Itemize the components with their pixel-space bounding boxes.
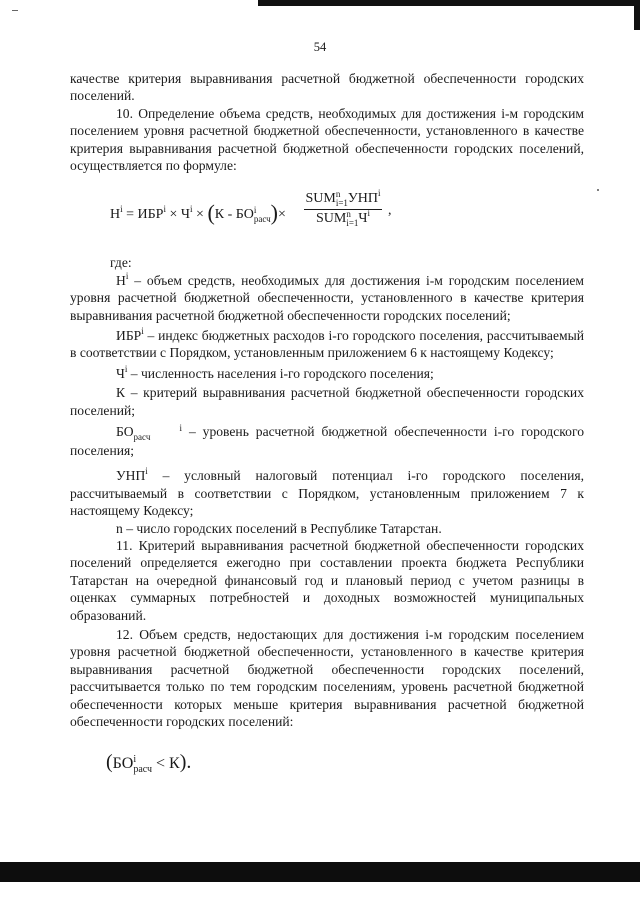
fraction-denominator	[304, 210, 382, 228]
def-bo-index	[134, 424, 183, 442]
formula-lhs	[110, 202, 286, 224]
sum-lower: i=1	[346, 218, 359, 229]
def-text: – уровень расчетной бюджетной обеспеченности i-го городского поселения;	[70, 424, 584, 458]
condition-formula	[70, 751, 584, 775]
document-body	[70, 70, 584, 775]
formula-sup: i	[145, 466, 148, 477]
sum-symbol: SUM	[315, 211, 347, 227]
formula-k-minus-bo: К - БО	[214, 207, 254, 223]
condition-sub: расч	[133, 763, 153, 775]
formula-ch: Ч	[180, 207, 191, 223]
formula-sup: i	[179, 422, 183, 433]
scan-border-right	[634, 0, 640, 30]
sum-lower: i=1	[335, 198, 348, 209]
formula-comma: ,	[388, 203, 392, 219]
def-text: – объем средств, необходимых для достижения i-м городским поселением уровня расчетной бюджетной обеспеченности, установленного в качестве критерия выравнивания расчетной бюджетной обеспеченности городских поселений;	[70, 272, 584, 323]
sum-limits	[346, 210, 358, 228]
sum-limits	[336, 190, 348, 208]
def-bo	[70, 423, 584, 459]
def-symbol: БО	[116, 424, 134, 440]
formula-sup: i	[163, 204, 166, 215]
def-text: – индекс бюджетных расходов i-го городского поселения, рассчитываемый в соответствии с Порядком, установленным приложением 6 к настоящему Кодексу;	[70, 328, 584, 361]
def-k: К – критерий выравнивания расчетной бюджетной обеспеченности городских поселений;	[70, 385, 584, 418]
formula-sup: i	[378, 188, 381, 199]
sum-upper: n	[346, 209, 351, 220]
where-label: где:	[110, 255, 132, 271]
formula-sup: i	[367, 208, 371, 219]
paragraph-11: 11. Критерий выравнивания расчетной бюджетной обеспеченности городских поселений определяется ежегодно при составлении проекта бюджета Республики Татарстан на очередной финансовый год и плановый период с учетом разницы в оценках суммарных потребностей и доходных возможностей муниципальных образований.	[70, 538, 584, 623]
formula-sup: i	[141, 326, 144, 337]
formula-sup: i	[124, 363, 128, 374]
formula-bo-index	[254, 206, 271, 224]
condition-bo: БО	[112, 755, 134, 773]
page-number: 54	[313, 40, 327, 54]
scan-speck	[597, 189, 599, 191]
condition-bo-index	[133, 755, 152, 775]
def-symbol: ИБР	[116, 328, 142, 344]
fraction-numerator	[304, 190, 382, 210]
condition-paren-close: ).	[179, 751, 192, 774]
formula-ibr: = ИБР	[126, 207, 164, 223]
formula-times: ×	[278, 207, 286, 223]
scan-border-top	[258, 0, 640, 6]
formula-sup: i	[253, 205, 257, 216]
def-n-count: n – число городских поселений в Республике Татарстан.	[116, 520, 442, 536]
def-ibr	[70, 327, 584, 362]
def-symbol: Ч	[116, 365, 125, 381]
formula-times: ×	[196, 207, 204, 223]
def-symbol: Н	[116, 272, 126, 288]
formula-fraction	[304, 190, 382, 228]
paragraph-12: 12. Объем средств, недостающих для достижения i-м городским поселением уровня расчетной бюджетной обеспеченности, установленного в качестве критерия выравнивания расчетной бюджетной обеспеченности городских поселений, рассчитывается только по тем городским поселениям, уровень расчетной бюджетной обеспеченности которых меньше критерия выравнивания расчетной бюджетной обеспеченности городских поселений:	[70, 627, 584, 730]
sum-symbol: SUM	[305, 191, 336, 207]
scan-mark	[12, 10, 18, 11]
sum-upper: n	[335, 189, 341, 200]
formula-sub: расч	[133, 431, 151, 442]
def-text: – условный налоговый потенциал i-го городского поселения, рассчитываемый в соответствии с Порядком, установленным приложением 7 к настоящему Кодексу;	[70, 468, 584, 519]
formula-sup: i	[120, 204, 123, 215]
def-symbol: УНП	[116, 468, 146, 484]
formula-paren-open: (	[207, 200, 215, 226]
def-text: – численность населения i-го городского поселения;	[127, 365, 434, 381]
condition-rest: < К	[152, 755, 180, 773]
formula-unp: УНП	[347, 191, 379, 207]
def-ch	[70, 365, 584, 382]
formula-times: ×	[169, 207, 178, 223]
formula-symbol-n: Н	[110, 207, 121, 223]
condition-sup: i	[133, 753, 137, 765]
paragraph-10: 10. Определение объема средств, необходимых для достижения i-м городским поселением уровня расчетной бюджетной обеспеченности, установленного в качестве критерия выравнивания расчетной бюджетной обеспеченности городских поселений, осуществляется по формуле:	[70, 105, 584, 174]
def-n	[70, 272, 584, 324]
formula-main	[70, 190, 584, 234]
intro-continuation: качестве критерия выравнивания расчетной бюджетной обеспеченности городских поселений.	[70, 71, 584, 104]
formula-sub: расч	[253, 214, 271, 225]
scan-border-bottom	[0, 862, 640, 882]
formula-ch: Ч	[358, 211, 368, 227]
def-unp	[70, 467, 584, 519]
condition-paren-open: (	[106, 751, 113, 774]
formula-paren-close: )	[270, 200, 278, 226]
formula-sup: i	[190, 204, 193, 215]
formula-sup: i	[125, 270, 129, 281]
